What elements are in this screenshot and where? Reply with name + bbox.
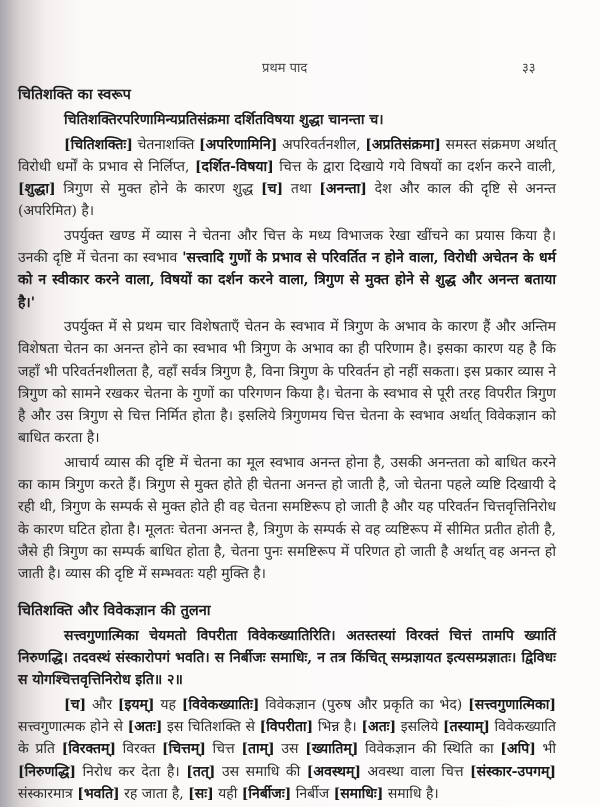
bold-term: [चितिशक्तिः] xyxy=(64,136,133,153)
text-run: सत्त्वगुणात्मिका चेयमतो विपरीता विवेकख्यातिरिति। अतस्तस्यां विरक्तं चित्तं तामपि ख्यातिं निरुणद्धि। तदवस्थं संस्कारोपगं भवति। स निर्बीजः समाधिः, न तत्र किंचित् सम्प्रज्ञायत इत्यसम्प्रज्ञातः। द्विविधः स योगश्चित्तवृत्तिनिरोध इति॥ २॥ xyxy=(18,627,556,689)
text-run: चित्त के द्वारा दिखाये गये विषयों का दर्शन करने वाली, xyxy=(273,158,557,175)
text-run: संस्कारमात्र xyxy=(18,785,78,802)
bold-term: [शुद्धा] xyxy=(18,181,56,198)
text-run: विवेकख्याति के प्रति xyxy=(18,719,556,758)
bold-term: [अतः] xyxy=(127,719,163,736)
text-run: अवस्था वाला चित्त xyxy=(360,763,471,780)
running-header xyxy=(0,58,600,78)
chapter-title: प्रथम पाद xyxy=(262,61,308,76)
section xyxy=(18,600,556,806)
bold-term: [अवस्थम्] xyxy=(306,763,361,780)
text-run: देश और काल की दृष्टि से अनन्त (अपरिमित) है। xyxy=(18,181,557,220)
text-run: उपर्युक्त खण्ड में व्यास ने चेतना और चित्त के मध्य विभाजक रेखा खींचने का प्रयास किया है। उनकी दृष्टि में चेतना का स्वभाव xyxy=(18,227,556,267)
text-run: अपरिवर्तनशील, xyxy=(277,136,366,153)
text-run: निर्बीज xyxy=(291,785,334,802)
paragraph xyxy=(18,316,556,450)
section-heading: चितिशक्ति और विवेकज्ञान की तुलना xyxy=(18,601,211,619)
bold-term: [निरुणद्धि] xyxy=(18,763,76,780)
bold-term: [तत्] xyxy=(186,763,216,780)
text-run: भी xyxy=(535,741,556,758)
paragraph xyxy=(18,694,556,805)
text-run: भिन्न है। xyxy=(313,719,362,736)
text-run: इसलिये xyxy=(396,719,444,736)
bold-term: [अपरिणामिनि] xyxy=(198,136,278,153)
bold-term: [समाधिः] xyxy=(333,785,384,802)
text-run: सत्त्वगुणात्मक होने से xyxy=(18,719,128,736)
bold-term: [विरक्तम्] xyxy=(61,741,116,758)
bold-term: [अप्रतिसंक्रमा] xyxy=(365,136,441,153)
bold-term: [च] xyxy=(260,181,284,198)
bold-term: [ख्यातिम्] xyxy=(305,741,359,758)
text-run: विरक्त xyxy=(115,741,163,758)
section xyxy=(18,84,556,586)
section-heading: चितिशक्ति का स्वरूप xyxy=(18,86,131,103)
bold-term: [चित्तम्] xyxy=(162,741,206,758)
text-run: और xyxy=(86,696,118,713)
bold-term: [दर्शित-विषया] xyxy=(194,158,274,175)
bold-term: [सः] xyxy=(188,785,214,802)
text-run: समस्त संक्रमण अर्थात् विरोधी धर्मों के प्रभाव से निर्लिप्त, xyxy=(18,136,556,175)
page-number: ३३ xyxy=(522,61,536,76)
text-run: चितिशक्तिरपरिणामिन्यप्रतिसंक्रमा दर्शितविषया शुद्धा चानन्ता च। xyxy=(64,112,384,129)
bold-term: [विपरीता] xyxy=(259,719,314,736)
bold-term: [अपि] xyxy=(500,741,536,758)
bold-term: [अतः] xyxy=(361,719,397,736)
text-run: त्रिगुण से मुक्त होने के कारण शुद्ध xyxy=(55,181,261,198)
text-run: यही xyxy=(213,785,242,802)
text-run: इस चितिशक्ति से xyxy=(162,719,260,736)
text-run: तथा xyxy=(283,181,320,198)
paragraph xyxy=(18,225,556,314)
bold-term: [ताम्] xyxy=(241,741,275,758)
bold-term: [संस्कार-उपगम्] xyxy=(470,763,556,780)
sutra-verse xyxy=(18,625,556,692)
page-body xyxy=(18,84,556,807)
bold-term: [अनन्ता] xyxy=(319,181,367,198)
bold-term: [तस्याम्] xyxy=(443,719,490,736)
bold-term: [सत्त्वगुणात्मिका] xyxy=(468,696,556,713)
bold-term: [भवति] xyxy=(77,785,120,802)
text-run: विवेकज्ञान (पुरुष और प्रकृति का भेद) xyxy=(259,696,469,713)
bold-term: [विवेकख्यातिः] xyxy=(181,696,260,713)
text-run: आचार्य व्यास की दृष्टि में चेतना का मूल स्वभाव अनन्त होना है, उसकी अनन्तता को बाधित करने का काम त्रिगुण करते हैं। त्रिगुण से मुक्त होते ही चेतना अनन्त हो जाती है, जो चेतना पहले व्यष्टि दिखायी दे रही थी, त्रिगुण के सम्पर्क से मुक्त होते ही वह चेतना समष्टिरूप हो जाती है और यह परिवर्तन चित्तवृत्तिनिरोध के कारण घटित होता है। मूलतः चेतना अनन्त है, त्रिगुण के सम्पर्क से वह व्यष्टिरूप में सीमित प्रतीत होती है, जैसे ही त्रिगुण का सम्पर्क बाधित होता है, चेतना पुनः समष्टिरूप में परिणत हो जाती है अर्थात् वह अनन्त हो जाती है। व्यास की दृष्टि में सम्भवतः यही मुक्ति है। xyxy=(18,454,556,583)
bold-term: [च] xyxy=(64,696,87,713)
text-run: उपर्युक्त में से प्रथम चार विशेषताएँ चेतन के स्वभाव में त्रिगुण के अभाव के कारण हैं और अन्तिम विशेषता चेतन का अनन्त होने का स्वभाव भी त्रिगुण के अभाव का ही परिणाम है। इसका कारण यह है कि जहाँ भी परिवर्तनशीलता है, वहाँ सर्वत्र त्रिगुण है, विना त्रिगुण के परिवर्तन हो नहीं सकता। इस प्रकार व्यास ने त्रिगुण को सामने रखकर चेतना के गुणों का परिगणन किया है। चेतना के स्वभाव से पूरी तरह विपरीत त्रिगुण है और उस त्रिगुण से चित्त निर्मित होता है। इसलिये त्रिगुणमय चित्त चेतना के स्वभाव अर्थात् विवेकज्ञान को बाधित करता है। xyxy=(18,318,556,447)
paragraph xyxy=(18,134,556,223)
text-run: उस xyxy=(274,741,306,758)
bold-term: 'सत्त्वादि गुणों के प्रभाव से परिवर्तित न होने वाला, विरोधी अचेतन के धर्म को न स्वीकार करने वाला, विषयों का दर्शन करने वाला, त्रिगुण से मुक्त होने से शुद्ध और अनन्त बताया है।' xyxy=(18,250,556,311)
text-run: चित्त xyxy=(205,741,242,758)
text-run: उस समाधि की xyxy=(215,763,307,780)
bold-term: [निर्बीजः] xyxy=(241,785,292,802)
sutra-verse xyxy=(18,109,556,131)
text-run: विवेकज्ञान की स्थिति का xyxy=(358,741,501,758)
text-run: यह xyxy=(154,696,182,713)
bold-term: [इयम्] xyxy=(117,696,155,713)
text-run: रह जाता है, xyxy=(119,785,189,802)
text-run: समाधि है। xyxy=(383,785,439,802)
text-run: निरोध कर देता है। xyxy=(75,763,187,780)
text-run: चेतनाशक्ति xyxy=(132,136,199,153)
paragraph xyxy=(18,452,556,586)
